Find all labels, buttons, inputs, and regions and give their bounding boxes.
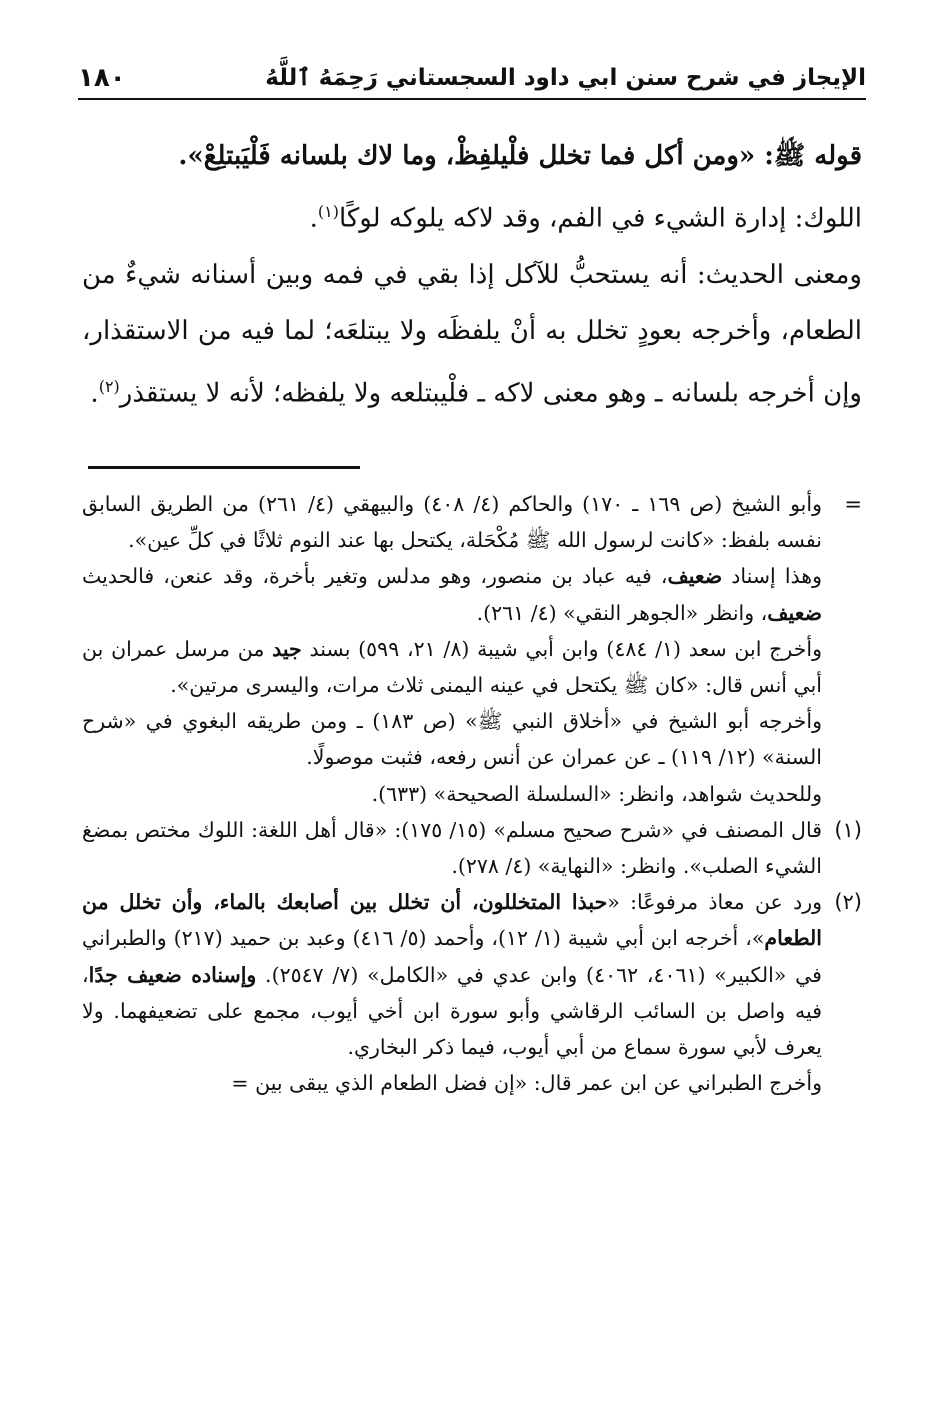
meaning-text: ومعنى الحديث: أنه يستحبُّ للآكل إذا بقي في فمه وبين أسنانه شيءٌ من الطعام، وأخرجه بعودٍ تخلل به أنْ يلفظَه ولا يبتلعَه؛ لما فيه من الاستقذار، وإن أخرجه بلسانه ـ وهو معنى لاكه ـ فلْيبتلعه ولا يلفظه؛ لأنه لا يستقذر [82,259,862,409]
text-span: ، فيه واصل بن السائب الرقاشي وأبو سورة ابن أخي أيوب، مجمع على تضعيفهما. ولا يعرف لأبي سورة سماع من أبي أيوب، فيما ذكر البخاري. [82,962,822,1060]
main-text [82,128,862,421]
bold-span: جيد [272,636,302,661]
footnote-1-number: (١) [834,817,862,842]
text-span: ورد عن معاذ مرفوعًا: « [607,890,822,915]
footnote-continuation [82,486,862,558]
text-span: »، أخرجه ابن أبي شيبة (١/ ١٢)، وأحمد (٥/ ٤١٦) وعبد بن حميد (٢١٧) والطبراني في «الكبير» (٤٠٦١، ٤٠٦٢) وابن عدي في «الكامل» (٧/ ٢٥٤٧). [82,926,822,987]
text-span: وهذا إسناد [722,564,822,589]
bold-span: ضعيف [767,600,822,625]
footnote-ref-1[interactable]: (١) [317,202,339,221]
bold-span: وإسناده ضعيف جدًا [88,962,257,987]
page-number: ١٨٠ [78,63,126,93]
continuation-text-1: وأبو الشيخ (ص ١٦٩ ـ ١٧٠) والحاكم (٤/ ٤٠٨) والبيهقي (٤/ ٢٦١) من الطريق السابق نفسه بلفظ: «كانت لرسول الله ﷺ مُكْحَلة، يكتحل بها عند النوم ثلاثًا في كلِّ عين». [82,492,822,553]
running-title: الإيجاز في شرح سنن ابي داود السجستاني رَحِمَهُ ٱللَّهُ [265,65,866,91]
continuation-paragraph-5 [82,776,862,812]
continuation-text-4: وأخرجه أبو الشيخ في «أخلاق النبي ﷺ» (ص ١٨٣) ـ ومن طريقه البغوي في «شرح السنة» (١٢/ ١١٩) ـ عن عمران عن أنس رفعه، فثبت موصولًا. [82,709,822,770]
meaning-end: . [90,378,99,409]
meaning-paragraph [82,247,862,422]
footnote-2 [82,884,862,1065]
footnote-1-text: قال المصنف في «شرح صحيح مسلم» (١٥/ ١٧٥): «قال أهل اللغة: اللوك مختص بمضغ الشيء الصلب». وانظر: «النهاية» (٤/ ٢٧٨). [82,817,822,879]
hadith-quote: قوله ﷺ: «ومن أكل فما تخلل فلْيلفِظْ، وما لاك بلسانه فَلْيَبتلِعْ». [178,141,862,171]
footnote-ref-2[interactable]: (٢) [98,376,120,396]
text-span: وأخرج ابن سعد (١/ ٤٨٤) وابن أبي شيبة (٨/ ٢١، ٥٩٩) بسند [301,636,822,661]
page-header [78,58,866,100]
bold-span: حبذا المتخللون، أن تخلل بين أصابعك بالماء، وأن تخلل من الطعام [82,890,822,951]
footnote-2-number: (٢) [834,890,862,915]
bold-span: ضعيف [667,564,723,589]
text-span: من مرسل عمران بن أبي أنس قال: «كان ﷺ يكتحل في عينه اليمنى ثلاث مرات، واليسرى مرتين». [82,636,822,698]
footnotes [82,486,862,1101]
continuation-mark: = [844,492,862,516]
continuation-paragraph-2 [82,558,862,630]
footnote-1 [82,812,862,884]
continuation-paragraph-3 [82,631,862,703]
definition-paragraph [82,184,862,247]
definition-text: اللوك: إدارة الشيء في الفم، وقد لاكه يلوكه لوكًا [338,203,862,234]
footnote-2-continued [82,1065,862,1101]
definition-end: . [309,203,318,234]
footnote-separator [88,466,360,469]
text-span: ، فيه عباد بن منصور، وهو مدلس وتغير بأخرة، وقد عنعن، فالحديث [82,564,668,589]
continuation-paragraph-4 [82,703,862,775]
footnote-2-last-line: وأخرج الطبراني عن ابن عمر قال: «إن فضل الطعام الذي يبقى بين = [231,1071,822,1096]
continuation-text-5: وللحديث شواهد، وانظر: «السلسلة الصحيحة» (٦٣٣). [371,781,822,806]
text-span: ، وانظر «الجوهر النقي» (٤/ ٢٦١). [476,600,768,625]
